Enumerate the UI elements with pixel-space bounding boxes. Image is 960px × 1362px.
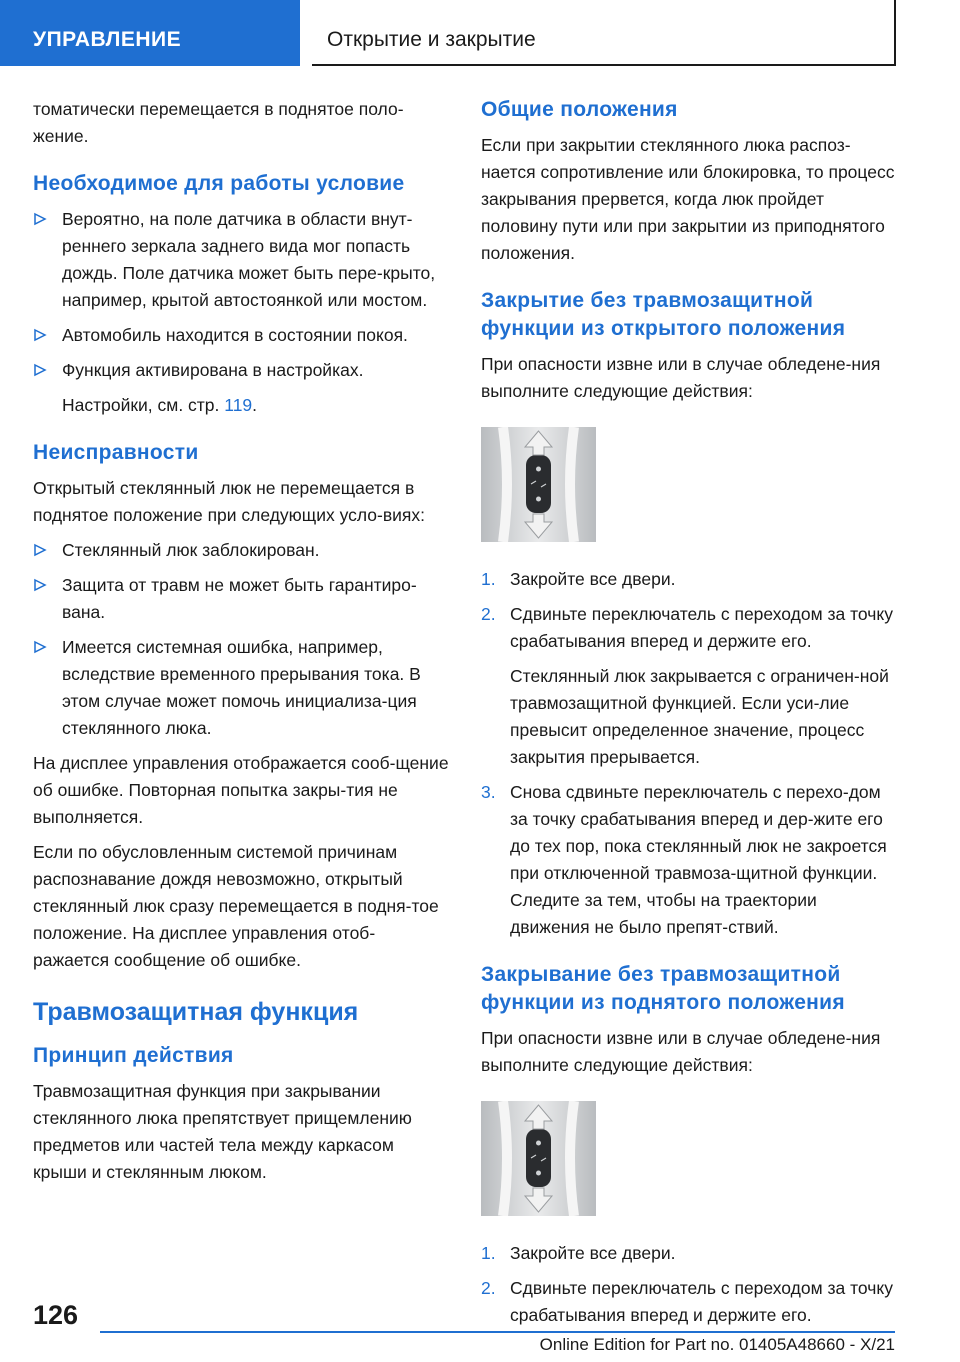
- list-item-text: Автомобиль находится в состоянии покоя.: [62, 325, 408, 345]
- settings-reference: [33, 392, 449, 419]
- right-column: [481, 96, 897, 1337]
- page-header: [0, 0, 960, 66]
- step-number: 2.: [481, 604, 496, 624]
- chapter-title: Открытие и закрытие: [312, 0, 896, 66]
- list-item: [33, 634, 449, 742]
- conditions-heading: Необходимое для работы условие: [33, 172, 405, 195]
- settings-page-link[interactable]: 119: [224, 395, 253, 415]
- list-item-text: Защита от травм не может быть гарантиро-вана.: [62, 575, 417, 622]
- list-item-text: Стеклянный люк заблокирован.: [62, 540, 320, 560]
- list-item: [33, 322, 449, 349]
- step-text: Закройте все двери.: [510, 569, 676, 589]
- list-item: [33, 357, 449, 384]
- triangle-bullet-icon: [33, 543, 47, 557]
- principle-paragraph: Травмозащитная функция при закрывании стеклянного люка препятствует прищемлению предметов или частей тела между каркасом крыши и стеклянным люком.: [33, 1081, 412, 1182]
- list-item: [481, 601, 897, 655]
- closing-open-intro: При опасности извне или в случае обледене-ния выполните следующие действия:: [481, 354, 881, 401]
- step-text: Сдвиньте переключатель с переходом за точку срабатывания вперед и держите его.: [510, 1278, 894, 1325]
- edition-footer: Online Edition for Part no. 01405A48660 - X/21: [539, 1335, 895, 1354]
- step-text: Закройте все двери.: [510, 1243, 676, 1263]
- step-number: 1.: [481, 569, 496, 589]
- triangle-bullet-icon: [33, 578, 47, 592]
- closing-raised-heading: Закрывание без травмозащитной функции из поднятого положения: [481, 963, 845, 1014]
- general-paragraph: Если при закрытии стеклянного люка распоз-нается сопротивление или блокировка, то процесс закрывания прервется, когда люк пройдет половину пути или при закрытии из приподнятого положения.: [481, 135, 895, 263]
- triangle-bullet-icon: [33, 212, 47, 226]
- list-item-text: Функция активирована в настройках.: [62, 360, 364, 380]
- step-number: 2.: [481, 1278, 496, 1298]
- list-item: [33, 206, 449, 314]
- settings-ref-end: .: [252, 395, 258, 415]
- protection-heading: Травмозащитная функция: [33, 998, 359, 1026]
- left-column: [33, 96, 449, 1194]
- list-item-text: Вероятно, на поле датчика в области внут-реннего зеркала заднего вида мог попасть дождь. Поле датчика может быть пере-крыто, например, крытой автостоянкой или мостом.: [62, 209, 436, 310]
- closing-open-note: Стеклянный люк закрывается с ограничен-ной травмозащитной функцией. Если уси-лие превысит определенное значение, процесс закрытия прерывается.: [510, 666, 889, 767]
- step-text: Снова сдвиньте переключатель с перехо-дом за точку срабатывания вперед и дер-жите его до тех пор, пока стеклянный люк не закроется при отключенной травмоза-щитной функции. Следите за тем, чтобы на траектории движения не было препят-ствий.: [510, 782, 887, 937]
- intro-paragraph: томатически перемещается в поднятое поло-жение.: [33, 99, 404, 146]
- step-text: Сдвиньте переключатель с переходом за точку срабатывания вперед и держите его.: [510, 604, 894, 651]
- closing-open-heading: Закрытие без травмозащитной функции из открытого положения: [481, 289, 846, 340]
- general-heading: Общие положения: [481, 98, 678, 121]
- list-item: [481, 779, 897, 941]
- roof-switch-illustration: [481, 1101, 596, 1216]
- faults-intro: Открытый стеклянный люк не перемещается в поднятое положение при следующих усло-виях:: [33, 478, 426, 525]
- section-title: УПРАВЛЕНИЕ: [0, 0, 300, 66]
- settings-ref-text: Настройки, см. стр.: [62, 395, 225, 415]
- faults-paragraph-2: Если по обусловленным системой причинам распознавание дождя невозможно, открытый стеклянный люк сразу перемещается в подня-тое положение. На дисплее управления отоб-ражается сообщение об ошибке.: [33, 842, 439, 970]
- faults-paragraph-1: На дисплее управления отображается сооб-щение об ошибке. Повторная попытка закры-тия не выполняется.: [33, 753, 449, 827]
- page-number: 126: [33, 1300, 79, 1330]
- triangle-bullet-icon: [33, 640, 47, 654]
- closing-raised-intro: При опасности извне или в случае обледене-ния выполните следующие действия:: [481, 1028, 881, 1075]
- principle-heading: Принцип действия: [33, 1044, 234, 1067]
- step-number: 3.: [481, 782, 496, 802]
- triangle-bullet-icon: [33, 363, 47, 377]
- list-item: [33, 537, 449, 564]
- list-item: [481, 566, 897, 593]
- roof-switch-illustration: [481, 427, 596, 542]
- footer-divider: [100, 1331, 895, 1333]
- faults-heading: Неисправности: [33, 441, 199, 464]
- triangle-bullet-icon: [33, 328, 47, 342]
- list-item: [33, 572, 449, 626]
- list-item-text: Имеется системная ошибка, например, вследствие временного прерывания тока. В этом случае может помочь инициализа-ция стеклянного люка.: [62, 637, 421, 738]
- list-item: [481, 1275, 897, 1329]
- step-number: 1.: [481, 1243, 496, 1263]
- list-item: [481, 1240, 897, 1267]
